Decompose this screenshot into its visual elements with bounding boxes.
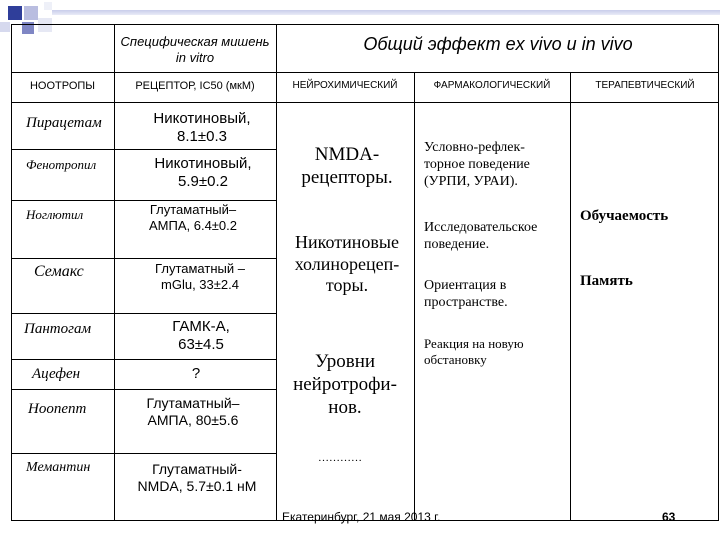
row-rule <box>11 359 276 360</box>
row-rule <box>11 149 276 150</box>
drug-name: Семакс <box>34 263 84 280</box>
target-cell: Никотиновый, 8.1±0.3 <box>153 110 251 145</box>
neurochemical-cell: Никотиновые холинорецеп-торы. <box>294 232 400 296</box>
drug-name: Ноглютил <box>26 207 84 222</box>
drug-name: Ацефен <box>32 366 81 382</box>
row-rule <box>11 258 276 259</box>
header-overall-effect: Общий эффект ex vivo и in vivo <box>363 34 633 54</box>
target-cell: ГАМК-А, 63±4.5 <box>172 318 230 353</box>
top-decoration-bar <box>52 10 720 15</box>
target-cell: Глутаматный – mGlu, 33±2.4 <box>155 261 245 292</box>
neurochemical-cell: NMDA-рецепторы. <box>301 144 393 188</box>
header-therapeutic: ТЕРАПЕВТИЧЕСКИЙ <box>595 80 695 91</box>
page-number: 63 <box>662 510 676 524</box>
corner-decoration-square <box>8 6 22 20</box>
neurochemical-cell: ………… <box>318 452 362 464</box>
drug-name: Ноопепт <box>28 401 87 417</box>
header-neurochemical: НЕЙРОХИМИЧЕСКИЙ <box>292 80 398 91</box>
header-rule <box>11 102 719 103</box>
row-rule <box>11 389 276 390</box>
corner-decoration-square <box>44 2 52 10</box>
column-divider <box>414 72 415 521</box>
pharmacological-cell: Исследовательское поведение. <box>424 220 538 252</box>
pharmacological-cell: Реакция на новую обстановку <box>424 336 524 367</box>
row-rule <box>11 200 276 201</box>
therapeutic-cell: Память <box>580 273 633 289</box>
pharmacological-cell: Ориентация в пространстве. <box>424 278 508 310</box>
header-receptor: РЕЦЕПТОР, IC50 (мкМ) <box>135 80 255 92</box>
column-divider <box>114 24 115 521</box>
drug-name: Фенотропил <box>26 157 97 172</box>
drug-name: Пантогам <box>24 321 92 337</box>
target-cell: Глутаматный– АМПА, 6.4±0.2 <box>148 202 238 233</box>
header-rule <box>11 72 719 73</box>
corner-decoration-square <box>24 6 38 20</box>
target-cell: Глутаматный- NMDA, 5.7±0.1 нМ <box>137 461 257 494</box>
column-divider <box>276 24 277 521</box>
drug-name: Пирацетам <box>26 115 102 131</box>
column-divider <box>570 72 571 521</box>
target-cell: Глутаматный– АМПА, 80±5.6 <box>146 395 240 428</box>
row-rule <box>11 453 276 454</box>
header-nootropics: НООТРОПЫ <box>29 80 96 92</box>
therapeutic-cell: Обучаемость <box>580 208 669 224</box>
target-cell: ? <box>191 365 201 382</box>
header-pharmacological: ФАРМАКОЛОГИЧЕСКИЙ <box>433 80 551 91</box>
header-specific-target: Специфическая мишень in vitro <box>120 34 270 65</box>
footer-place-date: Екатеринбург, 21 мая 2013 г. <box>282 510 441 524</box>
corner-decoration-square <box>0 22 10 32</box>
target-cell: Никотиновый, 5.9±0.2 <box>154 155 252 190</box>
drug-name: Мемантин <box>26 460 91 475</box>
neurochemical-cell: Уровни нейротрофи-нов. <box>293 351 397 418</box>
row-rule <box>11 313 276 314</box>
pharmacological-cell: Условно-рефлек-торное поведение (УРПИ, УРАИ). <box>424 140 530 189</box>
